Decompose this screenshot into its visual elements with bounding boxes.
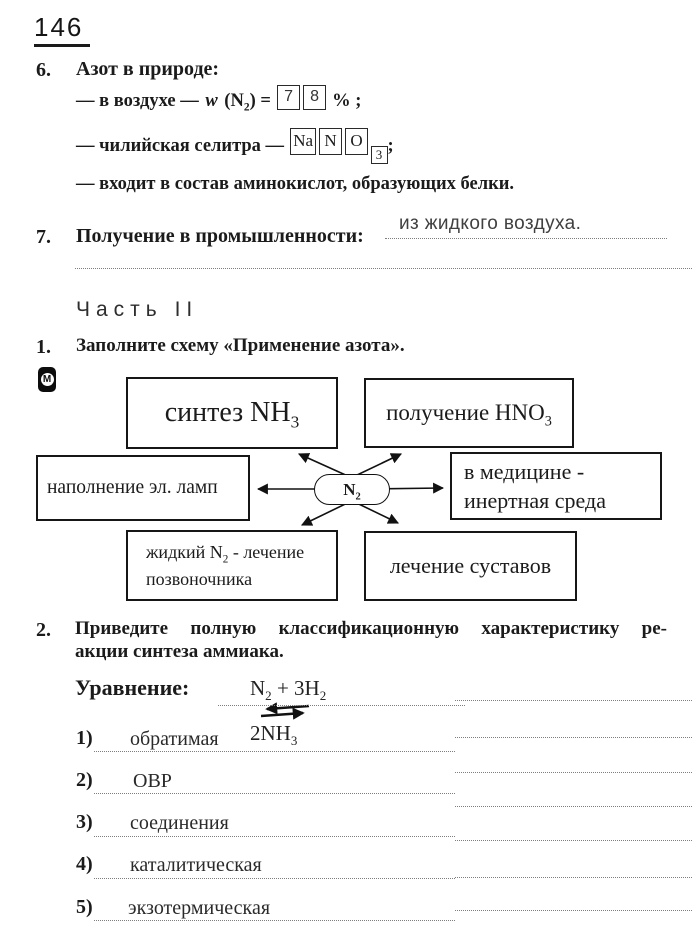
answer-dotted-line	[94, 793, 455, 794]
diagram-box-synthesis-nh3	[126, 377, 338, 449]
diagram-box-hno3	[364, 378, 574, 448]
box-label: синтез $NH_3$	[164, 397, 300, 432]
air-line-prefix: — в воздухе —	[76, 91, 204, 111]
answer-dotted-line	[455, 910, 692, 911]
part-heading: Часть II	[76, 298, 199, 321]
saltpeter-prefix: — чилийская селитра —	[76, 136, 289, 156]
answer-box-n: N	[319, 128, 342, 155]
answer2-text: ОВР	[133, 770, 172, 792]
answer-dotted-line	[94, 836, 455, 837]
box-label: наполнение эл. ламп	[47, 477, 218, 498]
equation-handwritten: $N_2 + 3H_2$ $2NH_3$	[250, 676, 327, 749]
answer-box-o: O	[345, 128, 368, 155]
answer-dotted-line	[94, 920, 455, 921]
answer-dotted-line	[455, 877, 692, 878]
answer4-number: 4)	[76, 853, 93, 875]
marker-letter: М	[42, 373, 52, 385]
equation-label: Уравнение:	[75, 675, 190, 700]
answer-box-digit-7: 7	[277, 85, 300, 110]
methodical-marker-icon	[38, 367, 56, 392]
answer-dotted-line	[455, 806, 692, 807]
pill-label: $N_2$	[343, 479, 361, 502]
box-label: в медицине - инертная среда	[464, 459, 606, 513]
answer-dotted-line	[218, 705, 465, 706]
answer-dotted-line	[455, 840, 692, 841]
task2-text-line2: акции синтеза аммиака.	[75, 641, 284, 662]
box-label: лечение суставов	[389, 553, 552, 578]
answer4-text: каталитическая	[130, 854, 262, 876]
answer5-text: экзотермическая	[128, 897, 271, 919]
answer-dotted-line	[94, 878, 455, 879]
task1-number: 1.	[36, 336, 51, 358]
answer3-number: 3)	[76, 811, 93, 833]
answer1-text: обратимая	[130, 728, 219, 750]
diagram-box-liquid-nitrogen	[126, 530, 338, 601]
air-line-formula: (N	[219, 91, 244, 111]
diagram-box-medicine	[450, 452, 662, 520]
answer-dotted-line	[455, 737, 692, 738]
answer-box-na: Na	[290, 128, 316, 155]
diagram-box-lamps	[36, 455, 250, 521]
item7-title: Получение в промышленности:	[76, 225, 364, 247]
air-line-formula-sub: 2	[243, 101, 250, 114]
item6-air-line	[76, 90, 361, 115]
answer1-number: 1)	[76, 727, 93, 749]
item6-saltpeter-line	[76, 133, 394, 160]
answer-dotted-line	[94, 751, 455, 752]
item6-amino-line: — входит в состав аминокислот, образующих белки.	[76, 174, 515, 194]
page-number: 146	[34, 12, 90, 47]
item7-number: 7.	[36, 226, 51, 248]
answer2-number: 2)	[76, 769, 93, 791]
box-label: жидкий $N_2$ - лечение позвоночника	[146, 541, 305, 589]
task2-number: 2.	[36, 619, 51, 641]
task1-text: Заполните схему «Применение азота».	[76, 335, 405, 356]
answer-dotted-line	[75, 268, 692, 269]
item6-title: Азот в природе:	[76, 58, 220, 80]
task2-text-line1: Приведите полную классификационную характеристику ре-	[75, 618, 667, 639]
mass-fraction-symbol: w	[205, 91, 218, 111]
diagram-center-n2	[314, 474, 390, 505]
answer-box-digit-8: 8	[303, 85, 326, 110]
answer-dotted-line	[385, 238, 667, 239]
air-line-equals: ) =	[249, 91, 276, 111]
diagram-box-joints	[364, 531, 577, 601]
air-line-suffix: % ;	[327, 91, 362, 111]
item7-handwritten-answer: из жидкого воздуха.	[399, 213, 582, 234]
saltpeter-suffix: ;	[387, 136, 394, 156]
answer3-text: соединения	[130, 812, 229, 834]
answer-dotted-line	[455, 700, 692, 701]
answer5-number: 5)	[76, 896, 93, 918]
answer-dotted-line	[455, 772, 692, 773]
answer-box-sub-3: 3	[371, 146, 388, 164]
box-label: получение $HNO_3$	[386, 400, 552, 430]
item6-number: 6.	[36, 59, 51, 81]
reversible-reaction-arrow	[255, 701, 313, 721]
